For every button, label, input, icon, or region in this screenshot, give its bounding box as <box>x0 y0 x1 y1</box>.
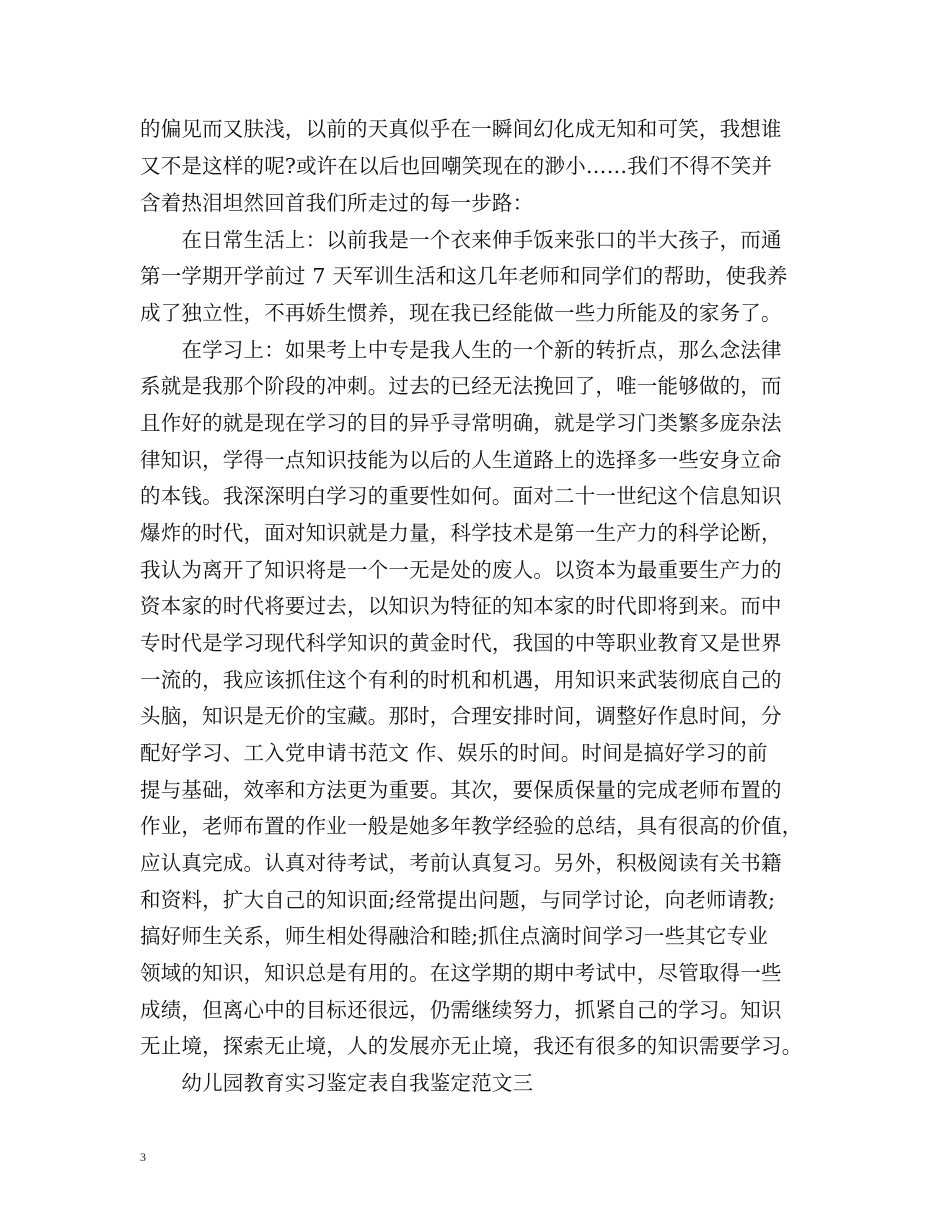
text-line: 在日常生活上：以前我是一个衣来伸手饭来张口的半大孩子，而通 <box>140 228 782 252</box>
text-line: 头脑，知识是无价的宝藏。那时，合理安排时间，调整好作息时间，分 <box>140 704 782 728</box>
text-line: 爆炸的时代，面对知识就是力量，科学技术是第一生产力的科学论断， <box>140 521 782 545</box>
text-line: 律知识，学得一点知识技能为以后的人生道路上的选择多一些安身立命 <box>140 448 782 472</box>
text-line: 又不是这样的呢?或许在以后也回嘲笑现在的渺小……我们不得不笑并 <box>140 154 773 178</box>
text-line: 应认真完成。认真对待考试，考前认真复习。另外，积极阅读有关书籍 <box>140 851 782 875</box>
text-line: 含着热泪坦然回首我们所走过的每一步路： <box>140 191 534 215</box>
text-line: 成绩，但离心中的目标还很远，仍需继续努力，抓紧自己的学习。知识 <box>140 998 782 1022</box>
text-line: 系就是我那个阶段的冲刺。过去的已经无法挽回了，唯一能够做的，而 <box>140 374 782 398</box>
text-line: 成了独立性，不再娇生惯养，现在我已经能做一些力所能及的家务了。 <box>140 301 782 325</box>
text-line: 且作好的就是现在学习的目的异乎寻常明确，就是学习门类繁多庞杂法 <box>140 411 782 435</box>
text-line: 的偏见而又肤浅，以前的天真似乎在一瞬间幻化成无知和可笑，我想谁 <box>140 117 782 141</box>
text-line: 的本钱。我深深明白学习的重要性如何。面对二十一世纪这个信息知识 <box>140 484 782 508</box>
text-line: 专时代是学习现代科学知识的黄金时代，我国的中等职业教育又是世界 <box>140 631 782 655</box>
text-line: 我认为离开了知识将是一个一无是处的废人。以资本为最重要生产力的 <box>140 558 782 582</box>
text-line: 在学习上：如果考上中专是我人生的一个新的转折点，那么念法律 <box>140 338 782 362</box>
text-line: 第一学期开学前过 7 天军训生活和这几年老师和同学们的帮助，使我养 <box>140 264 788 288</box>
text-line: 无止境，探索无止境，人的发展亦无止境，我还有很多的知识需要学习。 <box>140 1034 803 1058</box>
text-line: 资本家的时代将要过去，以知识为特征的知本家的时代即将到来。而中 <box>140 594 782 618</box>
section-heading: 幼儿园教育实习鉴定表自我鉴定范文三 <box>140 1071 534 1095</box>
text-line: 和资料，扩大自己的知识面;经常提出问题，与同学讨论，向老师请教; <box>140 888 776 912</box>
page-number: 3 <box>140 1150 146 1164</box>
text-line: 领域的知识，知识总是有用的。在这学期的期中考试中，尽管取得一些 <box>140 961 782 985</box>
text-line: 提与基础，效率和方法更为重要。其次，要保质保量的完成老师布置的 <box>140 778 782 802</box>
text-line: 搞好师生关系，师生相处得融洽和睦;抓住点滴时间学习一些其它专业 <box>140 924 769 948</box>
text-line: 一流的，我应该抓住这个有利的时机和机遇，用知识来武装彻底自己的 <box>140 668 782 692</box>
text-line: 作业，老师布置的作业一般是她多年教学经验的总结，具有很高的价值， <box>140 814 803 838</box>
text-line: 配好学习、工入党申请书范文 作、娱乐的时间。时间是搞好学习的前 <box>140 741 768 765</box>
